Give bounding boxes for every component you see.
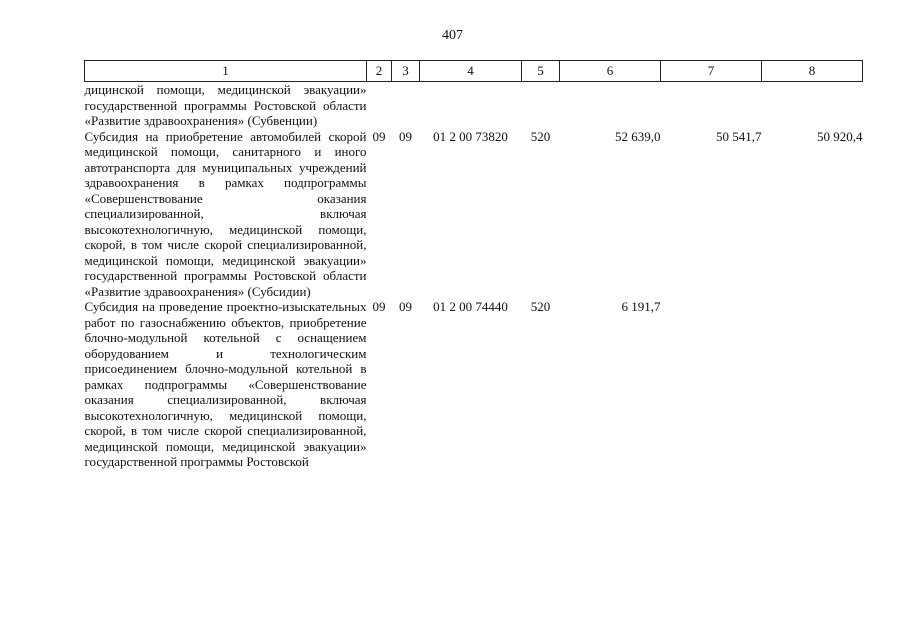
row-rz: 09 [372, 128, 386, 144]
row-amount-3: 50 920,4 [817, 128, 863, 144]
row-pr: 09 [399, 128, 412, 144]
row-vr [522, 82, 560, 129]
column-header: 6 [560, 61, 661, 82]
row-amount-3 [762, 299, 863, 470]
column-header: 7 [661, 61, 762, 82]
row-amount-2 [661, 82, 762, 129]
row-amount-2: 50 541,7 [716, 128, 762, 144]
table-row [85, 299, 863, 470]
row-amount-2 [661, 299, 762, 470]
row-amount-1 [560, 82, 661, 129]
row-rz: 09 [372, 299, 386, 314]
row-csr: 01 2 00 74440 [433, 299, 508, 314]
row-csr [420, 82, 522, 129]
row-rz [367, 82, 392, 129]
column-header: 3 [392, 61, 420, 82]
row-amount-1: 6 191,7 [621, 299, 661, 314]
column-header: 8 [762, 61, 863, 82]
column-header: 2 [367, 61, 392, 82]
row-description: дицинской помощи, медицинской эвакуации» государственной программы Ростовской области «Развитие здравоохранения» (Субвенции) [84, 82, 367, 128]
column-header: 1 [85, 61, 367, 82]
row-description: Субсидия на проведение проектно-изыскательных работ по газоснабжению объектов, приобретение блочно-модульной котельной с оснащением оборудованием и технологическим присоединением блочно-модульной котельной в рамках подпрограммы «Совершенствование оказания специализированной, включая высокотехнологичную, медицинской помощи, скорой, в том числе скорой специализированной, медицинской помощи, медицинской эвакуации» государственной программы Ростовской [84, 299, 367, 469]
row-amount-1: 52 639,0 [615, 128, 661, 144]
row-amount-3 [762, 82, 863, 129]
row-pr: 09 [399, 299, 412, 314]
table-row [85, 82, 863, 129]
row-vr: 520 [530, 128, 551, 144]
budget-table [84, 60, 863, 470]
column-header: 5 [522, 61, 560, 82]
row-vr: 520 [530, 299, 551, 314]
row-pr [392, 82, 420, 129]
page-number: 407 [442, 28, 463, 43]
row-csr: 01 2 00 73820 [433, 128, 508, 144]
table-row [85, 129, 863, 300]
column-header: 4 [420, 61, 522, 82]
row-description: Субсидия на приобретение автомобилей скорой медицинской помощи, санитарного и иного автотранспорта для муниципальных учреждений здравоохранения в рамках подпрограммы «Совершенствование оказания специализированной, включая высокотехнологичную, медицинской помощи, скорой, в том числе скорой специализированной, медицинской помощи, медицинской эвакуации» государственной программы Ростовской области «Развитие здравоохранения» (Субсидии) [84, 128, 367, 299]
table-header-row [85, 61, 863, 82]
